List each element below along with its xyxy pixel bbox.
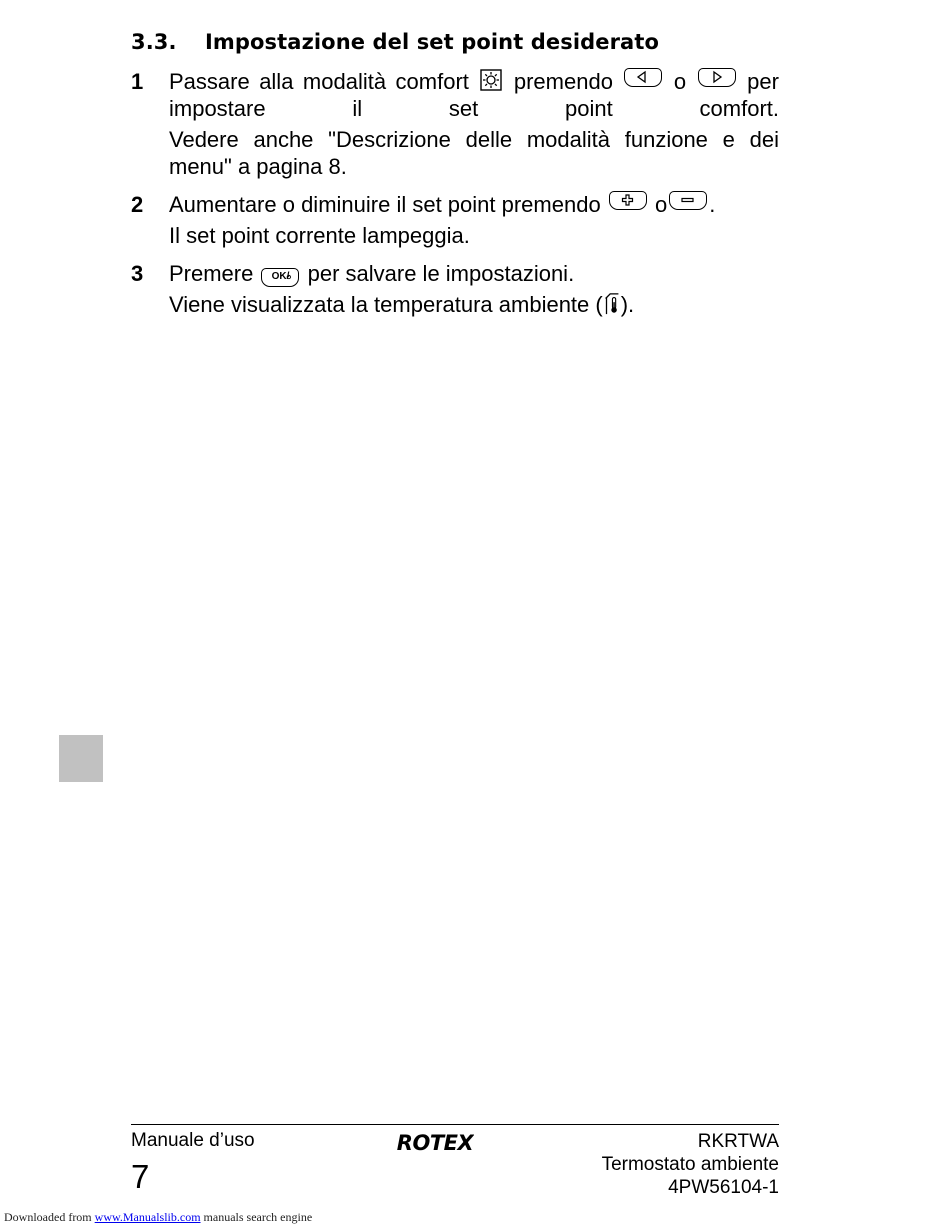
manualslib-link[interactable]: www.Manualslib.com — [94, 1210, 201, 1224]
ok-label: OK/ — [271, 271, 290, 282]
step-3-note — [169, 291, 779, 318]
step-3-text — [169, 260, 779, 287]
arrow-left-button-icon — [624, 68, 662, 87]
footer-manual-label: Manuale d’uso — [131, 1130, 255, 1151]
steps-list — [131, 68, 779, 322]
step-3-text-b: per salvare le impostazioni. — [307, 261, 575, 286]
step-1-text-c: o — [673, 69, 687, 94]
footer-model: RKRTWA — [697, 1131, 779, 1152]
section-number: 3.3. — [131, 30, 177, 54]
step-2-text — [169, 191, 779, 218]
thermometer-room-icon — [603, 293, 621, 315]
plus-button-icon — [609, 191, 647, 210]
step-1-note: Vedere anche "Descrizione delle modalità funzione e dei menu" a pagina 8. — [169, 127, 779, 179]
chapter-tab-marker — [59, 735, 103, 782]
sun-comfort-icon — [480, 69, 502, 91]
page-number: 7 — [131, 1158, 150, 1195]
step-number: 2 — [131, 192, 144, 217]
step-1-text-b: premendo — [513, 69, 613, 94]
rotex-logo — [396, 1129, 474, 1155]
footer-product: Termostato ambiente — [601, 1154, 779, 1175]
arrow-right-button-icon — [698, 68, 736, 87]
step-1-text-d: per impostare il set point comfort. — [169, 69, 779, 121]
brand-text: ROTEX — [396, 1131, 474, 1155]
step-1-text-a: Passare alla modalità comfort — [169, 69, 469, 94]
step-3-text-a: Premere — [169, 261, 254, 286]
step-1 — [131, 68, 779, 180]
step-2 — [131, 191, 779, 249]
download-watermark — [4, 1210, 312, 1225]
section-title: Impostazione del set point desiderato — [205, 30, 659, 54]
step-2-text-a: Aumentare o diminuire il set point premendo — [169, 192, 601, 217]
step-3-note-a: Viene visualizzata la temperatura ambiente ( — [169, 292, 603, 317]
step-2-text-c: . — [709, 192, 716, 217]
watermark-suffix: manuals search engine — [203, 1210, 313, 1224]
step-3 — [131, 260, 779, 318]
step-3-note-b: ). — [620, 292, 635, 317]
step-number: 1 — [131, 69, 144, 94]
step-2-text-b: o — [654, 192, 668, 217]
minus-button-icon — [669, 191, 707, 210]
footer-doc-code: 4PW56104-1 — [668, 1177, 779, 1198]
step-2-note: Il set point corrente lampeggia. — [169, 223, 470, 248]
ok-clock-button-icon — [261, 268, 299, 287]
watermark-prefix: Downloaded from — [4, 1210, 92, 1224]
step-1-text — [169, 68, 779, 122]
footer-product-info — [602, 1130, 779, 1199]
section-heading — [131, 30, 659, 54]
footer-divider — [131, 1124, 779, 1125]
step-number: 3 — [131, 261, 144, 286]
